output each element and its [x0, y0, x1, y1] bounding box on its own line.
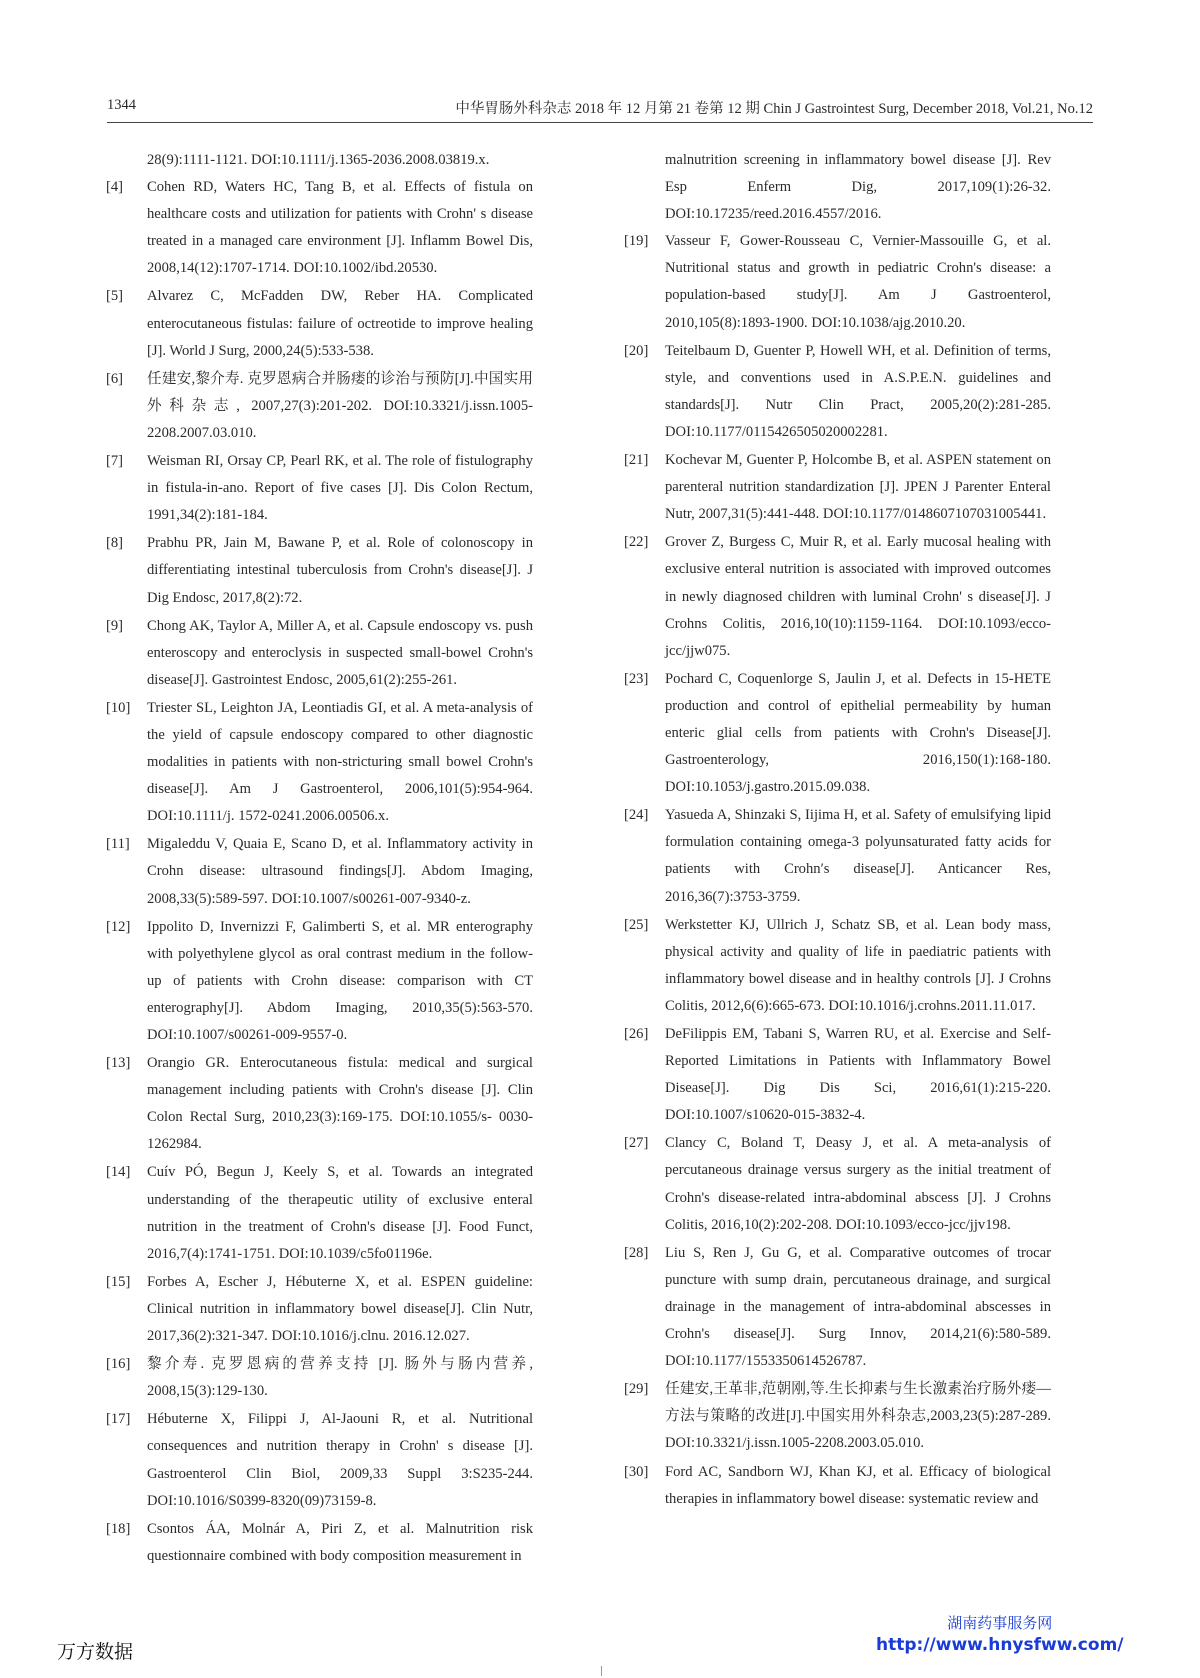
reference-continuation: malnutrition screening in inflammatory bowel disease [J]. Rev Esp Enferm Dig, 2017,109(1):26-32. DOI:10.17235/reed.2016.4557/2016.: [665, 152, 1051, 223]
reference-continuation: 28(9):1111-1121. DOI:10.1111/j.1365-2036.2008.03819.x.: [147, 152, 490, 168]
reference-number: [11]: [106, 836, 130, 853]
page-tick-mark: [601, 1666, 602, 1676]
reference-number: [7]: [106, 453, 124, 470]
reference-item: [624, 666, 1051, 801]
reference-text: Yasueda A, Shinzaki S, Iijima H, et al. Safety of emulsifying lipid formulation containing omega-3 polyunsaturated fatty acids for patients with Crohn′s disease[J]. Anticancer Res, 2016,36(7):3753-3759.: [665, 807, 1051, 905]
reference-number: [9]: [106, 617, 124, 634]
reference-number: [23]: [624, 670, 649, 687]
page-number: 1344: [107, 97, 136, 113]
reference-item: [106, 530, 533, 611]
reference-item: [106, 914, 533, 1049]
journal-citation: 中华胃肠外科杂志 2018 年 12 月第 21 卷第 12 期 Chin J Gastrointest Surg, December 2018, Vol.21, No.12: [455, 101, 1093, 117]
site-url[interactable]: http://www.hnysfww.com/: [876, 1635, 1124, 1655]
reference-item: [624, 802, 1051, 910]
reference-item: [624, 447, 1051, 528]
reference-item: [624, 912, 1051, 1020]
reference-text: DeFilippis EM, Tabani S, Warren RU, et al. Exercise and Self-Reported Limitations in Patients with Inflammatory Bowel Disease[J]. Dig Dis Sci, 2016,61(1):215-220. DOI:10.1007/s10620-015-3832-4.: [665, 1026, 1051, 1124]
reference-item: [106, 831, 533, 912]
reference-item: [624, 1130, 1051, 1238]
reference-number: [21]: [624, 452, 649, 469]
reference-text: 任建安,王革非,范朝刚,等.生长抑素与生长激素治疗肠外瘘—方法与策略的改进[J].中国实用外科杂志,2003,23(5):287-289. DOI:10.3321/j.issn.1005-2208.2003.05.010.: [665, 1381, 1051, 1452]
reference-item: [106, 366, 533, 447]
reference-item: [106, 613, 533, 694]
reference-number: [13]: [106, 1055, 131, 1072]
reference-number: [14]: [106, 1164, 131, 1181]
reference-item: [106, 1159, 533, 1267]
reference-number: [12]: [106, 918, 131, 935]
page-header: [107, 97, 1093, 121]
reference-number: [5]: [106, 288, 124, 305]
reference-text: 黎介寿. 克罗恩病的营养支持 [J]. 肠外与肠内营养, 2008,15(3):129-130.: [147, 1356, 533, 1400]
reference-number: [22]: [624, 534, 649, 551]
reference-item: [106, 695, 533, 830]
reference-number: [8]: [106, 535, 124, 552]
reference-item: [624, 1240, 1051, 1375]
reference-number: [25]: [624, 916, 649, 933]
reference-text: Triester SL, Leighton JA, Leontiadis GI, et al. A meta-analysis of the yield of capsule endoscopy compared to other diagnostic modalities in patients with non-stricturing small bowel Crohn's disease[J]. Am J Gastroenterol, 2006,101(5):954-964. DOI:10.1111/j. 1572-0241.2006.00506.x.: [147, 699, 533, 825]
reference-text: Prabhu PR, Jain M, Bawane P, et al. Role of colonoscopy in differentiating intestinal tuberculosis from Crohn's disease[J]. J Dig Endosc, 2017,8(2):72.: [147, 535, 533, 606]
reference-item: [106, 1351, 533, 1405]
reference-item: [106, 1516, 533, 1570]
reference-item: [106, 448, 533, 529]
site-watermark: [876, 1612, 1124, 1655]
reference-number: [6]: [106, 370, 124, 387]
reference-text: Teitelbaum D, Guenter P, Howell WH, et al. Definition of terms, style, and conventions used in A.S.P.E.N. guidelines and standards[J]. Nutr Clin Pract, 2005,20(2):281-285. DOI:10.1177/0115426505020002281.: [665, 342, 1051, 440]
reference-text: Clancy C, Boland T, Deasy J, et al. A meta-analysis of percutaneous drainage versus surgery as the initial treatment of Crohn's disease-related intra-abdominal abscess [J]. J Crohns Colitis, 2016,10(2):202-208. DOI:10.1093/ecco-jcc/jjv198.: [665, 1135, 1051, 1233]
reference-text: Orangio GR. Enterocutaneous fistula: medical and surgical management including patients with Crohn's disease [J]. Clin Colon Rectal Surg, 2010,23(3):169-175. DOI:10.1055/s- 0030-1262984.: [147, 1055, 533, 1153]
reference-text: Liu S, Ren J, Gu G, et al. Comparative outcomes of trocar puncture with sump drain, percutaneous drainage, and surgical drainage in the management of intra-abdominal abscesses in Crohn's disease[J]. Surg Innov, 2014,21(6):580-589. DOI:10.1177/1553350614526787.: [665, 1244, 1051, 1370]
reference-item: [624, 228, 1051, 336]
reference-number: [16]: [106, 1356, 131, 1373]
reference-item: [106, 1269, 533, 1350]
reference-text: Forbes A, Escher J, Hébuterne X, et al. ESPEN guideline: Clinical nutrition in inflammatory bowel disease[J]. Clin Nutr, 2017,36(2):321-347. DOI:10.1016/j.clnu. 2016.12.027.: [147, 1273, 533, 1345]
reference-item: [624, 1459, 1051, 1513]
reference-text: Cohen RD, Waters HC, Tang B, et al. Effects of fistula on healthcare costs and utilization for patients with Crohn' s disease treated in a managed care environment [J]. Inflamm Bowel Dis, 2008,14(12):1707-1714. DOI:10.1002/ibd.20530.: [147, 179, 533, 277]
reference-text: Pochard C, Coquenlorge S, Jaulin J, et al. Defects in 15-HETE production and control of epithelial permeability by human enteric glial cells from patients with Crohn's Disease[J]. Gastroenterology, 2016,150(1):168-180. DOI:10.1053/j.gastro.2015.09.038.: [665, 670, 1051, 796]
reference-number: [24]: [624, 807, 649, 824]
site-name: 湖南药事服务网: [947, 1614, 1053, 1632]
reference-text: Ippolito D, Invernizzi F, Galimberti S, et al. MR enterography with polyethylene glycol as oral contrast medium in the follow-up of patients with Crohn disease: comparison with CT enterography[J]. Abdom Imaging, 2010,35(5):563-570. DOI:10.1007/s00261-009-9557-0.: [147, 918, 533, 1043]
reference-number: [30]: [624, 1463, 649, 1480]
reference-item: [624, 529, 1051, 664]
reference-number: [28]: [624, 1244, 649, 1261]
reference-text: Kochevar M, Guenter P, Holcombe B, et al. ASPEN statement on parenteral nutrition standardization [J]. JPEN J Parenter Enteral Nutr, 2007,31(5):441-448. DOI:10.1177/0148607107031005441.: [665, 452, 1051, 523]
header-rule: [107, 122, 1093, 123]
reference-item: [106, 1050, 533, 1158]
reference-number: [19]: [624, 233, 649, 250]
reference-text: Weisman RI, Orsay CP, Pearl RK, et al. The role of fistulography in fistula-in-ano. Report of five cases [J]. Dis Colon Rectum, 1991,34(2):181-184.: [147, 453, 533, 524]
reference-number: [26]: [624, 1026, 649, 1042]
reference-number: [20]: [624, 342, 649, 359]
reference-text: Vasseur F, Gower-Rousseau C, Vernier-Massouille G, et al. Nutritional status and growth in pediatric Crohn's disease: a population-based study[J]. Am J Gastroenterol, 2010,105(8):1893-1900. DOI:10.1038/ajg.2010.20.: [665, 233, 1051, 331]
reference-number: [18]: [106, 1520, 131, 1537]
reference-text: Ford AC, Sandborn WJ, Khan KJ, et al. Efficacy of biological therapies in inflammatory bowel disease: systematic review and: [665, 1463, 1051, 1507]
reference-number: [29]: [624, 1381, 649, 1398]
reference-item: [624, 1376, 1051, 1457]
reference-item: [106, 1406, 533, 1514]
reference-item: [106, 174, 533, 282]
reference-text: Alvarez C, McFadden DW, Reber HA. Complicated enterocutaneous fistulas: failure of octreotide to improve healing [J]. World J Surg, 2000,24(5):533-538.: [147, 288, 533, 359]
reference-text: Chong AK, Taylor A, Miller A, et al. Capsule endoscopy vs. push enteroscopy and enteroclysis in suspected small-bowel Crohn's disease[J]. Gastrointest Endosc, 2005,61(2):255-261.: [147, 617, 533, 688]
reference-item: [624, 338, 1051, 446]
reference-number: [15]: [106, 1273, 131, 1290]
wanfang-watermark: 万方数据: [57, 1641, 134, 1663]
reference-text: Csontos ÁA, Molnár A, Piri Z, et al. Malnutrition risk questionnaire combined with body composition measurement in: [147, 1520, 533, 1564]
reference-text: Migaleddu V, Quaia E, Scano D, et al. Inflammatory activity in Crohn disease: ultrasound findings[J]. Abdom Imaging, 2008,33(5):589-597. DOI:10.1007/s00261-007-9340-z.: [147, 836, 533, 907]
reference-number: [17]: [106, 1411, 131, 1428]
reference-text: Werkstetter KJ, Ullrich J, Schatz SB, et al. Lean body mass, physical activity and quality of life in paediatric patients with inflammatory bowel disease and in healthy controls [J]. J Crohns Colitis, 2012,6(6):665-673. DOI:10.1016/j.crohns.2011.11.017.: [665, 916, 1051, 1014]
reference-number: [4]: [106, 179, 124, 196]
reference-text: Hébuterne X, Filippi J, Al-Jaouni R, et al. Nutritional consequences and nutrition therapy in Crohn' s disease [J]. Gastroenterol Clin Biol, 2009,33 Suppl 3:S235-244. DOI:10.1016/S0399-8320(09)73159-8.: [147, 1411, 533, 1509]
reference-text: Grover Z, Burgess C, Muir R, et al. Early mucosal healing with exclusive enteral nutrition is associated with improved outcomes in newly diagnosed children with luminal Crohn' s disease[J]. J Crohns Colitis, 2016,10(10):1159-1164. DOI:10.1093/ecco-jcc/jjw075.: [665, 534, 1051, 659]
reference-number: [27]: [624, 1135, 649, 1152]
reference-number: [10]: [106, 699, 131, 716]
reference-item: [624, 1021, 1051, 1129]
right-column: [624, 147, 1051, 1514]
reference-text: Cuív PÓ, Begun J, Keely S, et al. Towards an integrated understanding of the therapeutic utility of exclusive enteral nutrition in the treatment of Crohn's disease [J]. Food Funct, 2016,7(4):1741-1751. DOI:10.1039/c5fo01196e.: [147, 1164, 533, 1262]
left-column: [106, 147, 533, 1571]
reference-item: [106, 283, 533, 364]
reference-text: 任建安,黎介寿. 克罗恩病合并肠瘘的诊治与预防[J].中国实用外科杂志, 2007,27(3):201-202. DOI:10.3321/j.issn.1005-2208.2007.03.010.: [147, 370, 533, 441]
